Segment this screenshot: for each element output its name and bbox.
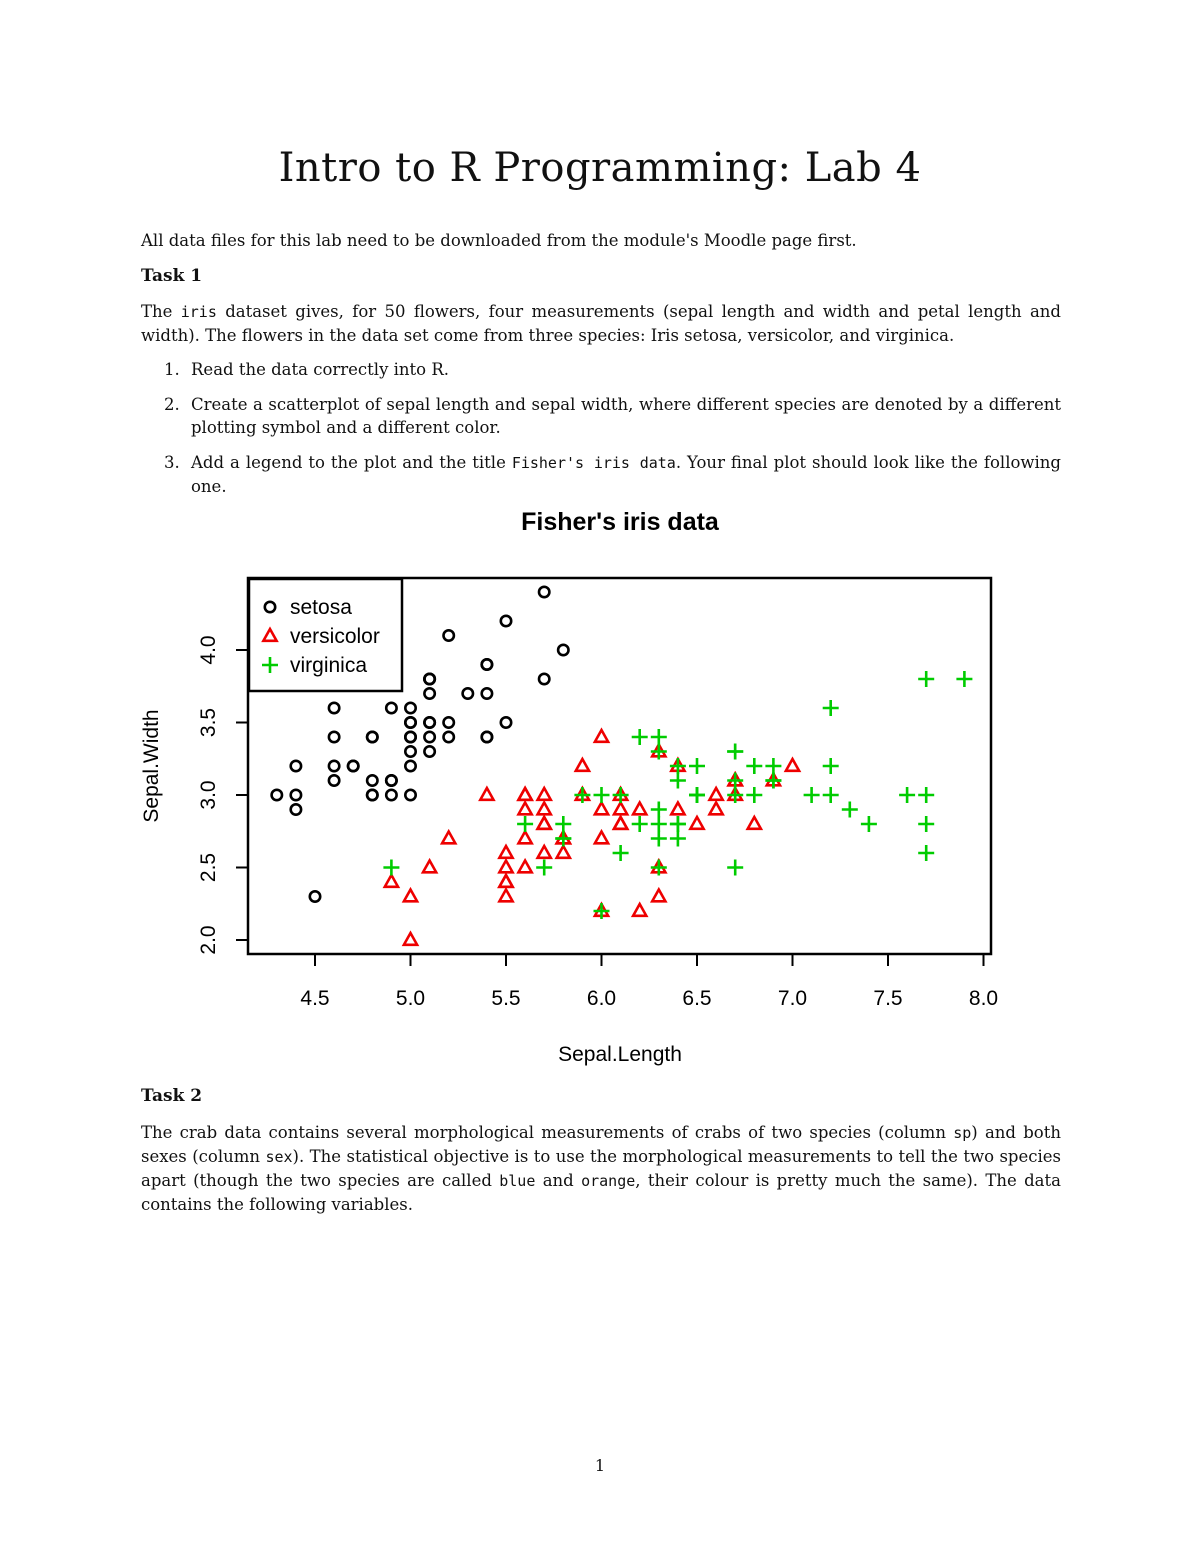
y-tick-label: 4.0 xyxy=(197,635,220,665)
setosa-point xyxy=(310,891,320,901)
setosa-point xyxy=(424,746,434,756)
task1-paragraph: The iris dataset gives, for 50 flowers, four measurements (sepal length and width and petal length and width). The flowers in the data set come from three species: Iris setosa, versicolor, and virginica. xyxy=(141,302,1061,345)
setosa-point xyxy=(386,775,396,785)
setosa-point xyxy=(444,717,454,727)
setosa-point xyxy=(367,790,377,800)
y-tick-label: 3.5 xyxy=(197,707,220,738)
versicolor-point xyxy=(538,803,551,815)
task1-heading: Task 1 xyxy=(141,266,203,286)
versicolor-point xyxy=(595,832,608,844)
x-tick-label: 7.5 xyxy=(873,987,903,1010)
virginica-point xyxy=(651,802,667,818)
versicolor-point xyxy=(710,803,723,815)
setosa-point xyxy=(482,659,492,669)
versicolor-point xyxy=(710,788,723,800)
versicolor-point xyxy=(786,759,799,771)
y-tick-label: 2.5 xyxy=(197,852,220,883)
versicolor-point xyxy=(404,890,417,902)
setosa-point xyxy=(329,703,339,713)
setosa-point xyxy=(386,790,396,800)
setosa-point xyxy=(405,790,415,800)
versicolor-point xyxy=(595,730,608,742)
versicolor-point xyxy=(633,803,646,815)
versicolor-point xyxy=(690,817,703,829)
x-axis xyxy=(300,954,998,1010)
virginica-point xyxy=(727,744,743,760)
setosa-point xyxy=(291,804,301,814)
virginica-point xyxy=(613,845,629,861)
versicolor-point xyxy=(538,846,551,858)
versicolor-point xyxy=(499,846,512,858)
setosa-point xyxy=(329,761,339,771)
versicolor-point xyxy=(519,803,532,815)
setosa-point xyxy=(405,732,415,742)
virginica-point xyxy=(842,802,858,818)
x-tick-label: 6.0 xyxy=(586,987,617,1010)
task1-list xyxy=(141,358,1061,510)
versicolor-point xyxy=(519,788,532,800)
virginica-point xyxy=(670,773,686,789)
virginica-point xyxy=(727,860,743,876)
virginica-point xyxy=(918,845,934,861)
versicolor-point xyxy=(499,861,512,873)
x-tick-label: 6.5 xyxy=(682,987,712,1010)
versicolor-point xyxy=(748,817,761,829)
setosa-point xyxy=(348,761,358,771)
legend xyxy=(249,579,402,691)
iris-scatter-chart xyxy=(120,500,1040,1075)
page-number: 1 xyxy=(594,1456,606,1475)
virginica-point xyxy=(651,729,667,745)
setosa-point xyxy=(539,587,549,597)
task2-heading: Task 2 xyxy=(141,1086,203,1106)
setosa-point xyxy=(291,790,301,800)
y-tick-label: 3.0 xyxy=(197,780,220,810)
setosa-point xyxy=(329,775,339,785)
setosa-point xyxy=(463,688,473,698)
versicolor-point xyxy=(557,846,570,858)
x-axis-label: Sepal.Length xyxy=(558,1043,682,1066)
virginica-point xyxy=(918,671,934,687)
virginica-point xyxy=(670,831,686,847)
setosa-point xyxy=(424,732,434,742)
versicolor-point xyxy=(671,803,684,815)
virginica-point xyxy=(804,787,820,803)
setosa-point xyxy=(405,746,415,756)
list-item: 2. Create a scatterplot of sepal length and sepal width, where different species are denoted by a different plotting symbol and a different color. xyxy=(164,395,1061,437)
virginica-point xyxy=(632,729,648,745)
setosa-point xyxy=(424,674,434,684)
x-tick-label: 7.0 xyxy=(777,987,808,1010)
task2-paragraph: The crab data contains several morphological measurements of crabs of two species (column sp) and both sexes (column sex). The statistical objective is to use the morphological measurements to tell the two species apart (though the two species are called blue and orange, their colour is pretty much the same). The data contains the following variables. xyxy=(141,1123,1061,1214)
list-item: 3. Add a legend to the plot and the title Fisher's iris data. Your final plot should look like the following one. xyxy=(164,453,1061,496)
setosa-point xyxy=(367,732,377,742)
setosa-point xyxy=(367,775,377,785)
versicolor-point xyxy=(652,890,665,902)
virginica-point xyxy=(517,816,533,832)
versicolor-point xyxy=(576,759,589,771)
setosa-point xyxy=(329,732,339,742)
setosa-point xyxy=(482,732,492,742)
versicolor-point xyxy=(538,788,551,800)
setosa-point xyxy=(291,761,301,771)
setosa-point xyxy=(482,688,492,698)
intro-paragraph: All data files for this lab need to be downloaded from the module's Moodle page first. xyxy=(141,231,857,250)
virginica-point xyxy=(651,816,667,832)
versicolor-point xyxy=(442,832,455,844)
versicolor-point xyxy=(633,904,646,916)
versicolor-point xyxy=(519,861,532,873)
virginica-point xyxy=(899,787,915,803)
y-tick-label: 2.0 xyxy=(197,925,220,955)
setosa-point xyxy=(405,703,415,713)
x-tick-label: 5.0 xyxy=(395,987,426,1010)
virginica-point xyxy=(555,816,571,832)
virginica-point xyxy=(823,758,839,774)
virginica-point xyxy=(861,816,877,832)
virginica-point xyxy=(918,787,934,803)
versicolor-point xyxy=(595,803,608,815)
setosa-point xyxy=(405,761,415,771)
x-tick-label: 5.5 xyxy=(491,987,521,1010)
versicolor-point xyxy=(480,788,493,800)
setosa-point xyxy=(405,717,415,727)
setosa-point xyxy=(539,674,549,684)
virginica-point xyxy=(689,758,705,774)
virginica-point xyxy=(383,860,399,876)
legend-versicolor-label: versicolor xyxy=(290,625,380,648)
versicolor-point xyxy=(499,890,512,902)
setosa-point xyxy=(424,717,434,727)
virginica-point xyxy=(765,758,781,774)
setosa-point xyxy=(444,630,454,640)
virginica-point xyxy=(670,816,686,832)
versicolor-point xyxy=(385,875,398,887)
chart-title: Fisher's iris data xyxy=(521,508,719,536)
legend-setosa-label: setosa xyxy=(290,596,352,619)
y-axis-label: Sepal.Width xyxy=(140,709,163,823)
virginica-point xyxy=(823,700,839,716)
versicolor-point xyxy=(499,875,512,887)
y-axis xyxy=(197,635,248,954)
versicolor-point xyxy=(423,861,436,873)
x-tick-label: 8.0 xyxy=(968,987,999,1010)
virginica-point xyxy=(651,831,667,847)
setosa-point xyxy=(272,790,282,800)
setosa-point xyxy=(424,688,434,698)
setosa-point xyxy=(501,717,511,727)
virginica-point xyxy=(632,816,648,832)
setosa-point xyxy=(558,645,568,655)
x-tick-label: 4.5 xyxy=(300,987,330,1010)
versicolor-point xyxy=(614,817,627,829)
versicolor-point xyxy=(404,933,417,945)
virginica-point xyxy=(746,787,762,803)
setosa-point xyxy=(501,616,511,626)
setosa-point xyxy=(386,703,396,713)
virginica-point xyxy=(918,816,934,832)
legend-virginica-label: virginica xyxy=(290,654,368,677)
versicolor-point xyxy=(614,803,627,815)
virginica-point xyxy=(536,860,552,876)
virginica-point xyxy=(746,758,762,774)
list-item: 1. Read the data correctly into R. xyxy=(164,360,450,379)
virginica-point xyxy=(956,671,972,687)
virginica-point xyxy=(594,787,610,803)
virginica-point xyxy=(689,787,705,803)
page-title: Intro to R Programming: Lab 4 xyxy=(278,145,922,191)
versicolor-point xyxy=(538,817,551,829)
versicolor-point xyxy=(519,832,532,844)
virginica-point xyxy=(823,787,839,803)
setosa-point xyxy=(444,732,454,742)
